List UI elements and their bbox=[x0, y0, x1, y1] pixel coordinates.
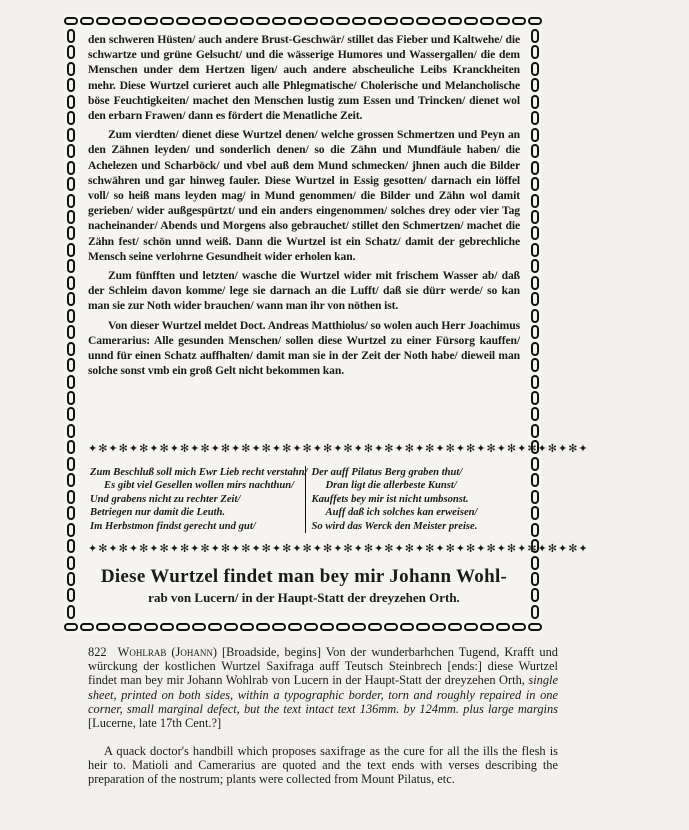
border-link bbox=[352, 17, 366, 25]
border-link bbox=[531, 276, 539, 290]
border-link bbox=[67, 342, 75, 356]
paragraph-1: den schweren Hüsten/ auch andere Brust-Geschwär/ stillet das Fieber und Kaltwehe/ die schwartze und grüne Gelsucht/ und die wässerige Humores und Wassergallen/ die dem Menschen under dem Hertzen ligen/ auch andere abscheuliche Leibs Kranckheiten mehr. Diese Wurtzel curieret auch alle Phlegmatische/ Cholerische und Melancholische böse Feuchtigkeiten/ machet den Menschen lustig zum Essen und Trincken/ dienet wol den erbarn Frawen/ dann es fördert die Menatliche Zeit. bbox=[88, 33, 520, 123]
border-link bbox=[368, 623, 382, 631]
border-link bbox=[67, 325, 75, 339]
border-link bbox=[531, 62, 539, 76]
vendor-line-2: rab von Lucern/ in der Haupt-Statt der dreyzehen Orth. bbox=[148, 590, 460, 605]
border-link bbox=[320, 17, 334, 25]
border-link bbox=[531, 29, 539, 43]
paragraph-3: Zum fünfften und letzten/ wasche die Wurtzel wider mit frischem Wasser ab/ daß der Schleim davon komme/ lege sie darnach an die Lufft/ daß sie dürr werde/ so kan man sie zur Noth wider brauchen/ wann man ihr von nöthen ist. bbox=[88, 269, 520, 313]
border-link bbox=[531, 243, 539, 257]
border-link bbox=[256, 623, 270, 631]
border-link bbox=[336, 623, 350, 631]
closing-verses bbox=[90, 466, 516, 533]
border-link bbox=[67, 276, 75, 290]
border-link bbox=[464, 623, 478, 631]
border-link bbox=[448, 17, 462, 25]
border-link bbox=[67, 210, 75, 224]
typographic-border-bottom bbox=[64, 620, 542, 634]
border-link bbox=[80, 17, 94, 25]
border-link bbox=[67, 62, 75, 76]
verse-line: Es gibt viel Gesellen wollen mirs nachthun/ bbox=[104, 480, 295, 492]
border-link bbox=[531, 111, 539, 125]
border-link bbox=[80, 623, 94, 631]
paragraph-4: Von dieser Wurtzel meldet Doct. Andreas Matthiolus/ so wolen auch Herr Joachimus Camerarius: Alle gesunden Menschen/ sollen diese Wurtzel zu einer Fürsorg kauffen/ unnd für einen Schatz auffhalten/ damit man sie in der Zeit der Noth habe/ dieweil man solche sonst vmb ein groß Gelt nicht bekommen kan. bbox=[88, 318, 520, 378]
border-link bbox=[531, 523, 539, 537]
border-link bbox=[272, 17, 286, 25]
border-link bbox=[67, 605, 75, 619]
border-link bbox=[531, 342, 539, 356]
border-link bbox=[531, 506, 539, 520]
verse-line: Auff daß ich solches kan erweisen/ bbox=[325, 507, 478, 519]
border-link bbox=[67, 391, 75, 405]
border-link bbox=[416, 17, 430, 25]
border-link bbox=[64, 17, 78, 25]
border-link bbox=[224, 623, 238, 631]
border-link bbox=[96, 17, 110, 25]
typographic-border-top bbox=[64, 14, 542, 28]
border-link bbox=[400, 623, 414, 631]
border-link bbox=[67, 177, 75, 191]
broadside-body-text bbox=[88, 32, 520, 382]
border-link bbox=[464, 17, 478, 25]
verse-line: Im Herbstmon findst gerecht und gut/ bbox=[90, 520, 256, 532]
catalog-description bbox=[88, 744, 558, 787]
border-link bbox=[531, 45, 539, 59]
border-link bbox=[531, 556, 539, 570]
border-link bbox=[531, 177, 539, 191]
vendor-line-1: Diese Wurtzel findet man bey mir Johann Wohl- bbox=[100, 566, 508, 587]
border-link bbox=[67, 588, 75, 602]
border-link bbox=[67, 523, 75, 537]
paragraph-2: Zum vierdten/ dienet diese Wurtzel denen/ welche grossen Schmertzen und Peyn an den Zähnen leyden/ und sonderlich denen/ so die Zähn und Mundfäule haben/ die Achelezen und Scharböck/ und vbel auß dem Mund schmecken/ jhnen auch die Bilder schwähren und gar hinweg fauler. Diese Wurtzel in Essig gesotten/ darnach ein löffel voll/ so heiß mans leyden mag/ in Mund genommen/ die Bilder und Zähn wol damit gerieben/ wider außgespürtzt/ und ein anders eingenommen/ solches drey oder vier Tag nacheinander/ Abends und Morgens also gebrauchet/ stillet den Schmertzen/ machet die Zähn fest/ schön unnd weiß. Dann die Wurtzel ist ein Schatz/ damit der gebrechliche Mensch seine verlohrne Gesundheit wider erholen kan. bbox=[88, 128, 520, 263]
border-link bbox=[67, 243, 75, 257]
border-link bbox=[67, 407, 75, 421]
border-link bbox=[67, 292, 75, 306]
border-link bbox=[67, 161, 75, 175]
border-link bbox=[531, 473, 539, 487]
border-link bbox=[384, 623, 398, 631]
border-link bbox=[512, 623, 526, 631]
border-link bbox=[531, 391, 539, 405]
border-link bbox=[128, 623, 142, 631]
border-link bbox=[67, 45, 75, 59]
border-link bbox=[67, 375, 75, 389]
verse-line: Dran ligt die allerbeste Kunst/ bbox=[325, 480, 457, 492]
border-link bbox=[67, 111, 75, 125]
border-link bbox=[176, 623, 190, 631]
typographic-border-right bbox=[528, 28, 542, 620]
place-date: [Lucerne, late 17th Cent.?] bbox=[88, 716, 222, 731]
border-link bbox=[67, 539, 75, 553]
border-link bbox=[531, 588, 539, 602]
border-link bbox=[384, 17, 398, 25]
border-link bbox=[67, 29, 75, 43]
border-link bbox=[512, 17, 526, 25]
border-link bbox=[64, 623, 78, 631]
border-link bbox=[531, 78, 539, 92]
border-link bbox=[531, 325, 539, 339]
border-link bbox=[288, 17, 302, 25]
border-link bbox=[531, 457, 539, 471]
border-link bbox=[67, 78, 75, 92]
border-link bbox=[480, 17, 494, 25]
border-link bbox=[528, 623, 542, 631]
entry-title: [Broadside, begins] Von der wunderbarhchen Tugend, Krafft und würckung der kostlichen Wurtzel Saxifraga auff Teutsch Steinbrech [ends:] diese Wurtzel findet man bey mir Johann Wohlrab von Lucern in der Haupt-Statt der dreyzehen Orth, bbox=[88, 645, 558, 688]
border-link bbox=[531, 424, 539, 438]
ornament-rule-top: ✦✻✦✻✦✻✦✻✦✻✦✻✦✻✦✻✦✻✦✻✦✻✦✻✦✻✦✻✦✻✦✻✦✻✦✻✦✻✦✻✦✻✦✻✦✻✦✻✦ bbox=[88, 442, 589, 455]
border-link bbox=[531, 144, 539, 158]
border-link bbox=[67, 440, 75, 454]
border-link bbox=[320, 623, 334, 631]
border-link bbox=[67, 506, 75, 520]
border-link bbox=[416, 623, 430, 631]
border-link bbox=[160, 17, 174, 25]
lot-number: 822 bbox=[88, 645, 107, 659]
border-link bbox=[192, 17, 206, 25]
border-link bbox=[531, 161, 539, 175]
border-link bbox=[67, 490, 75, 504]
border-link bbox=[160, 623, 174, 631]
border-link bbox=[531, 292, 539, 306]
border-link bbox=[128, 17, 142, 25]
verses-left-column bbox=[90, 466, 308, 533]
border-link bbox=[67, 194, 75, 208]
border-link bbox=[448, 623, 462, 631]
border-link bbox=[67, 424, 75, 438]
verse-line: Und grabens nicht zu rechter Zeit/ bbox=[90, 493, 241, 505]
border-link bbox=[528, 17, 542, 25]
verse-line: So wird das Werck den Meister preise. bbox=[311, 520, 478, 532]
ornament-rule-bottom: ✦✻✦✻✦✻✦✻✦✻✦✻✦✻✦✻✦✻✦✻✦✻✦✻✦✻✦✻✦✻✦✻✦✻✦✻✦✻✦✻✦✻✦✻✦✻✦✻✦ bbox=[88, 542, 589, 555]
border-link bbox=[256, 17, 270, 25]
border-link bbox=[224, 17, 238, 25]
border-link bbox=[432, 623, 446, 631]
border-link bbox=[531, 490, 539, 504]
border-link bbox=[208, 17, 222, 25]
border-link bbox=[112, 17, 126, 25]
border-link bbox=[336, 17, 350, 25]
border-link bbox=[67, 144, 75, 158]
border-link bbox=[67, 358, 75, 372]
border-link bbox=[496, 17, 510, 25]
author-name: Wohlrab (Johann) bbox=[117, 645, 217, 659]
border-link bbox=[208, 623, 222, 631]
description-text: A quack doctor's handbill which proposes saxifrage as the cure for all the ills the flesh is heir to. Matioli and Camerarius are quoted and the text ends with verses describing the preparation of the nostrum; plants were collected from Mount Pilatus, etc. bbox=[88, 744, 558, 787]
typographic-border-left bbox=[64, 28, 78, 620]
border-link bbox=[67, 226, 75, 240]
verses-right-column bbox=[305, 466, 516, 533]
border-link bbox=[531, 358, 539, 372]
border-link bbox=[531, 407, 539, 421]
border-link bbox=[144, 623, 158, 631]
border-link bbox=[96, 623, 110, 631]
border-link bbox=[112, 623, 126, 631]
border-link bbox=[432, 17, 446, 25]
border-link bbox=[480, 623, 494, 631]
border-link bbox=[304, 17, 318, 25]
border-link bbox=[304, 623, 318, 631]
border-link bbox=[176, 17, 190, 25]
verse-line: Betriegen nur damit die Leuth. bbox=[90, 507, 226, 519]
vendor-footer bbox=[88, 566, 520, 606]
border-link bbox=[288, 623, 302, 631]
border-link bbox=[67, 457, 75, 471]
border-link bbox=[67, 309, 75, 323]
border-link bbox=[531, 95, 539, 109]
border-link bbox=[67, 128, 75, 142]
border-link bbox=[240, 623, 254, 631]
border-link bbox=[144, 17, 158, 25]
border-link bbox=[272, 623, 286, 631]
border-link bbox=[67, 95, 75, 109]
verse-line: Kauffets bey mir ist nicht umbsonst. bbox=[311, 493, 469, 505]
border-link bbox=[531, 226, 539, 240]
verse-line: Zum Beschluß soll mich Ewr Lieb recht verstahn/ bbox=[90, 467, 308, 478]
verse-line: Der auff Pilatus Berg graben thut/ bbox=[311, 467, 463, 478]
border-link bbox=[531, 128, 539, 142]
border-link bbox=[67, 556, 75, 570]
border-link bbox=[496, 623, 510, 631]
border-link bbox=[531, 572, 539, 586]
border-link bbox=[67, 572, 75, 586]
border-link bbox=[400, 17, 414, 25]
border-link bbox=[531, 309, 539, 323]
border-link bbox=[352, 623, 366, 631]
border-link bbox=[531, 605, 539, 619]
border-link bbox=[531, 194, 539, 208]
border-link bbox=[368, 17, 382, 25]
border-link bbox=[240, 17, 254, 25]
catalog-entry bbox=[88, 645, 558, 730]
entry-details: single sheet, printed on both sides, within a typographic border, torn and roughly repaired in one corner, small marginal defect, but the text intact text 136mm. by 124mm. plus large margins bbox=[88, 673, 558, 716]
border-link bbox=[67, 473, 75, 487]
border-link bbox=[531, 375, 539, 389]
border-link bbox=[67, 259, 75, 273]
border-link bbox=[192, 623, 206, 631]
border-link bbox=[531, 259, 539, 273]
broadside-sheet bbox=[64, 14, 589, 634]
border-link bbox=[531, 210, 539, 224]
